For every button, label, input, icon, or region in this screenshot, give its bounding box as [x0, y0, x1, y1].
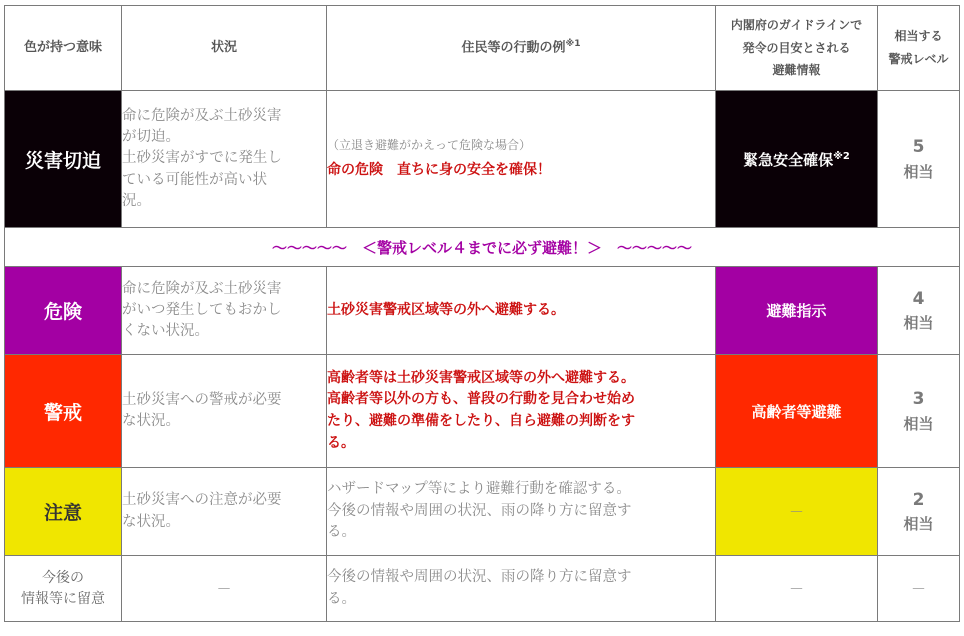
header-guideline-line1: 内閣府のガイドラインで	[730, 17, 863, 32]
header-action	[327, 6, 716, 91]
color-label-caution: 注意	[5, 468, 122, 556]
action-danger: 土砂災害警戒区域等の外へ避難する。	[327, 267, 716, 355]
info-caution: －	[716, 468, 878, 556]
situation-caution	[122, 468, 327, 556]
situation-future: －	[122, 556, 327, 622]
situation-line: 土砂災害がすでに発生し	[122, 150, 282, 167]
header-level-line2: 警戒レベル	[888, 52, 949, 66]
situation-line: 況。	[122, 192, 151, 209]
situation-line: 命に危険が及ぶ土砂災害	[122, 280, 282, 297]
header-action-label: 住民等の行動の例	[461, 40, 566, 56]
action-line: たり、避難の準備をしたり、自ら避難の判断をす	[327, 413, 635, 429]
action-warning	[327, 355, 716, 468]
action-note-disaster: （立退き避難がかえって危険な場合）	[327, 137, 532, 152]
situation-line: 土砂災害への注意が必要	[122, 492, 282, 509]
info-label-disaster: 緊急安全確保	[743, 150, 834, 169]
row-disaster	[5, 91, 960, 228]
color-label-danger: 危険	[5, 267, 122, 355]
header-action-note: ※1	[565, 38, 581, 49]
color-label-future	[5, 556, 122, 622]
situation-line: な状況。	[122, 513, 180, 530]
level-suffix-danger: 相当	[903, 314, 934, 333]
situation-line: な状況。	[122, 413, 180, 429]
situation-line: 土砂災害への警戒が必要	[122, 391, 282, 408]
situation-line: が切迫。	[122, 129, 180, 146]
level-warning	[878, 355, 960, 468]
header-guideline-line2: 発令の目安とされる	[742, 40, 851, 55]
level-num-warning: 3	[912, 389, 925, 410]
situation-warning	[122, 355, 327, 468]
row-danger	[5, 267, 960, 355]
level-num-disaster: 5	[912, 137, 925, 158]
info-disaster	[716, 91, 878, 228]
row-future	[5, 556, 960, 622]
info-danger: 避難指示	[716, 267, 878, 355]
action-line: 今後の情報や周囲の状況、雨の降り方に留意す	[327, 568, 632, 585]
situation-line: がいつ発生してもおかし	[122, 301, 282, 318]
row-warning	[5, 355, 960, 468]
situation-disaster	[122, 91, 327, 228]
level-future: －	[878, 556, 960, 622]
action-disaster	[327, 91, 716, 228]
action-line: ハザードマップ等により避難行動を確認する。	[327, 480, 631, 497]
level-disaster	[878, 91, 960, 228]
color-label-line: 情報等に留意	[21, 590, 105, 607]
color-label-warning: 警戒	[5, 355, 122, 468]
level-caution	[878, 468, 960, 556]
info-warning: 高齢者等避難	[716, 355, 878, 468]
header-level	[878, 6, 960, 91]
header-guideline-line3: 避難情報	[772, 63, 821, 78]
action-line: 高齢者等は土砂災害警戒区域等の外へ避難する。	[327, 369, 635, 386]
action-caution	[327, 468, 716, 556]
action-text-disaster: 命の危険 直ちに身の安全を確保！	[327, 162, 551, 179]
situation-line: くない状況。	[122, 323, 209, 339]
header-level-line1: 相当する	[894, 29, 943, 44]
level-suffix-disaster: 相当	[903, 162, 934, 181]
level-num-caution: 2	[912, 489, 925, 510]
action-line: 今後の情報や周囲の状況、雨の降り方に留意す	[327, 502, 632, 519]
evacuate-banner: ～～～～～ ＜警戒レベル４までに必ず避難！＞ ～～～～～	[5, 228, 960, 267]
level-suffix-warning: 相当	[903, 414, 934, 433]
situation-line: 命に危険が及ぶ土砂災害	[122, 108, 282, 125]
alert-level-table	[4, 5, 960, 622]
action-line: る。	[327, 590, 356, 607]
situation-danger	[122, 267, 327, 355]
row-caution	[5, 468, 960, 556]
action-line: る。	[327, 434, 355, 451]
level-suffix-caution: 相当	[903, 515, 934, 534]
situation-line: ている可能性が高い状	[122, 171, 267, 188]
level-danger	[878, 267, 960, 355]
info-note-disaster: ※2	[833, 150, 850, 162]
header-guideline	[716, 6, 878, 91]
action-future	[327, 556, 716, 622]
row-banner	[5, 228, 960, 267]
level-num-danger: 4	[912, 288, 925, 309]
header-row	[5, 6, 960, 91]
header-situation: 状況	[122, 6, 327, 91]
action-line: る。	[327, 524, 356, 541]
info-future: －	[716, 556, 878, 622]
color-label-line: 今後の	[42, 570, 84, 587]
header-color-meaning: 色が持つ意味	[5, 6, 122, 91]
action-line: 高齢者等以外の方も、普段の行動を見合わせ始め	[327, 391, 635, 408]
color-label-disaster: 災害切迫	[5, 91, 122, 228]
